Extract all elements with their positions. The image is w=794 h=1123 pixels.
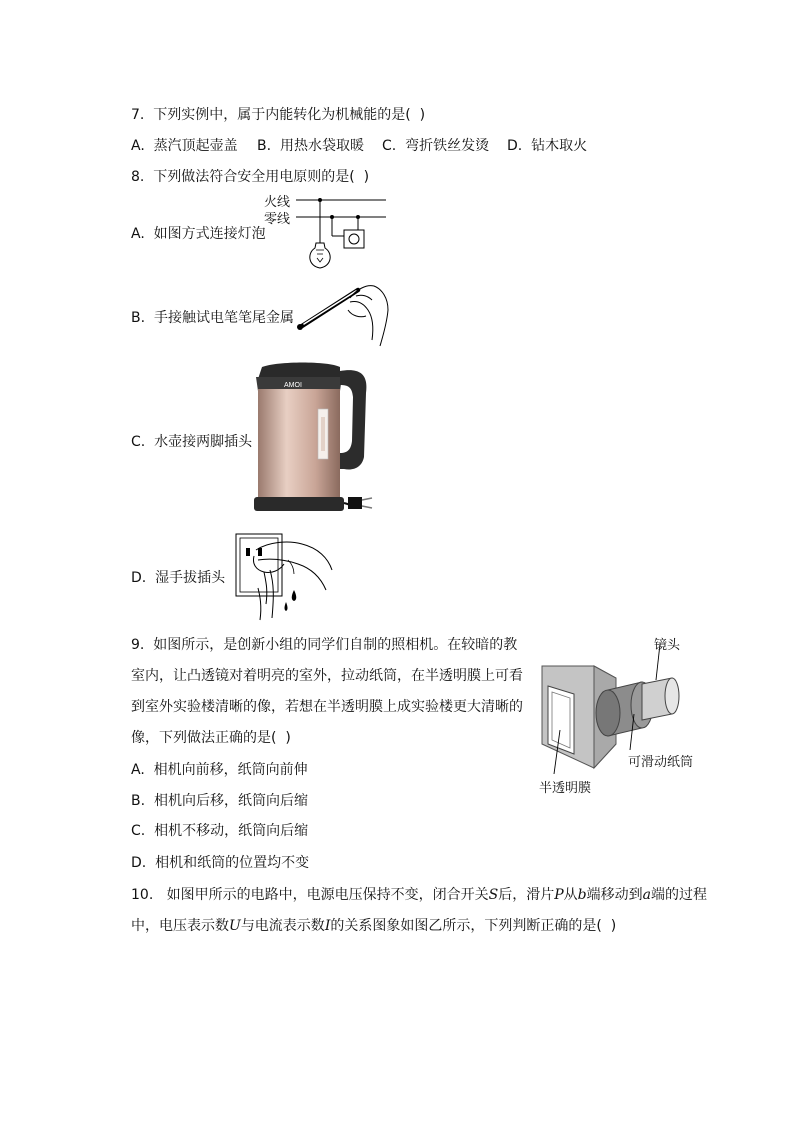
lens-label: 镜头 — [654, 638, 681, 653]
end-a-variable: a — [642, 887, 651, 903]
current-variable: I — [324, 918, 331, 934]
q7-option-b: B. 用热水袋取暖 — [257, 138, 364, 154]
q10-text-2b: 与电流表示数 — [240, 918, 325, 934]
q8-option-d: D. 湿手拔插头 — [131, 570, 226, 586]
q8-option-a: A. 如图方式连接灯泡 — [131, 226, 266, 242]
electric-kettle-image — [248, 357, 383, 519]
q9-option-b: B. 相机向后移，纸筒向后缩 — [131, 793, 308, 809]
neutral-wire-label: 零线 — [264, 212, 291, 227]
q10-text-1e: 端的过程 — [650, 887, 707, 903]
q10-stem-line-1 — [131, 884, 707, 904]
q9-stem-line-3: 到室外实验楼清晰的像，若想在半透明膜上成实验楼更大清晰的 — [131, 699, 523, 715]
bulb-circuit-diagram — [290, 190, 390, 270]
q9-stem-line-1: 9. 如图所示，是创新小组的同学们自制的照相机。在较暗的教 — [131, 637, 518, 653]
q7-stem: 7. 下列实例中，属于内能转化为机械能的是( ) — [131, 107, 426, 123]
q7-option-d: D. 钻木取火 — [507, 138, 588, 154]
q10-text-1d: 端移动到 — [586, 887, 643, 903]
q10-text-1b: 后，滑片 — [498, 887, 555, 903]
test-pen-hand-image — [290, 280, 395, 350]
wet-hand-plug-image — [228, 530, 338, 622]
q9-option-c: C. 相机不移动，纸筒向后缩 — [131, 823, 309, 839]
q9-option-a: A. 相机向前移，纸筒向前伸 — [131, 762, 308, 778]
q10-text-1a: 10. 如图甲所示的电路中，电源电压保持不变，闭合开关 — [131, 887, 489, 903]
end-b-variable: b — [577, 887, 587, 903]
translucent-film-label: 半透明膜 — [539, 781, 592, 796]
q10-text-2a: 中，电压表示数 — [131, 918, 229, 934]
slider-variable: P — [554, 887, 564, 903]
kettle-brand-logo: AMOI — [284, 382, 302, 389]
q10-text-2c: 的关系图象如图乙所示，下列判断正确的是( ) — [330, 918, 617, 934]
q8-option-c: C. 水壶接两脚插头 — [131, 434, 253, 450]
q9-stem-line-2: 室内，让凸透镜对着明亮的室外，拉动纸筒，在半透明膜上可看 — [131, 668, 523, 684]
switch-variable: S — [488, 887, 499, 903]
q9-stem-line-4: 像，下列做法正确的是( ) — [131, 730, 291, 746]
q7-option-c: C. 弯折铁丝发烫 — [382, 138, 490, 154]
camera-diagram — [538, 650, 688, 776]
q9-option-d: D. 相机和纸筒的位置均不变 — [131, 855, 310, 871]
live-wire-label: 火线 — [264, 195, 291, 210]
q10-stem-line-2 — [131, 915, 616, 935]
q7-option-a: A. 蒸汽顶起壶盖 — [131, 138, 238, 154]
q8-option-b: B. 手接触试电笔笔尾金属 — [131, 310, 294, 326]
voltage-variable: U — [229, 918, 241, 934]
sliding-tube-label: 可滑动纸筒 — [628, 755, 694, 770]
q10-text-1c: 从 — [563, 887, 578, 903]
q8-stem: 8. 下列做法符合安全用电原则的是( ) — [131, 169, 370, 185]
